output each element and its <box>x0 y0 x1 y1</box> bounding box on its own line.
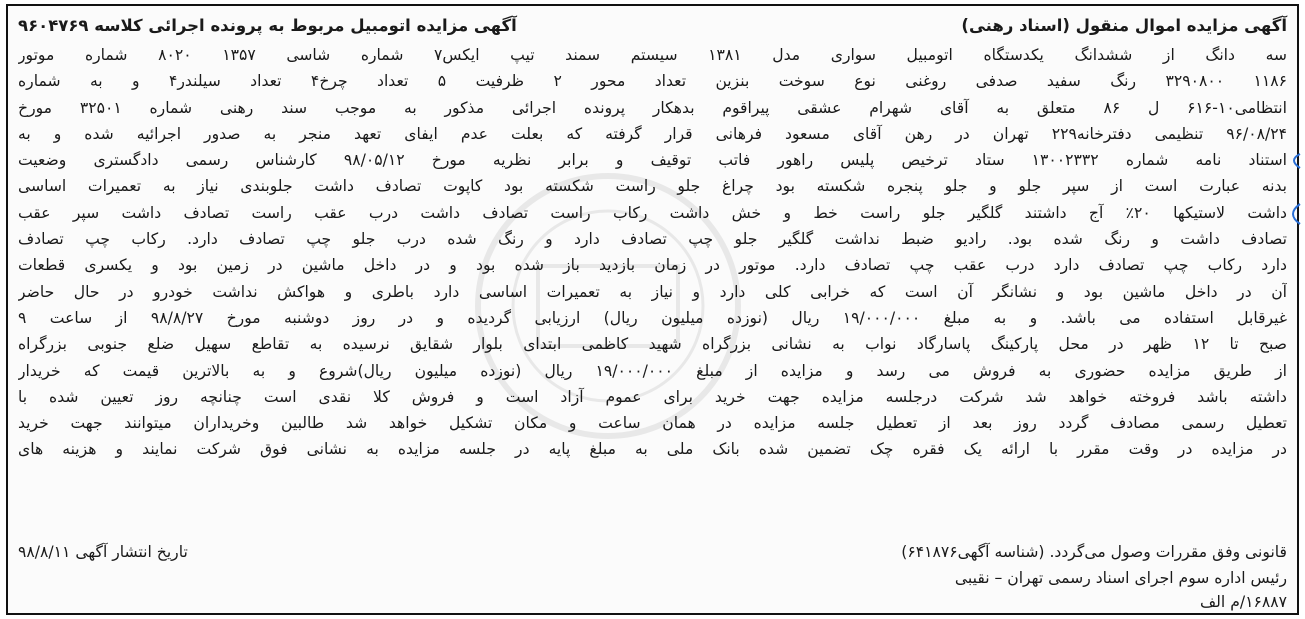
body-line: تصادف داشت و رنگ شده بود. رادیو ضبط نداشت گلگیر جلو چپ تصادف دارد و رنگ شده درب جلو چپ تصادف دارد. رکاب چپ تصادف <box>18 230 1287 249</box>
footer-row-reference <box>18 593 1287 611</box>
body-line: در مزایده در وقت مقرر با ارائه یک فقره چک تضمین شده بانک ملی به مبلغ پایه در جلسه مزایده به نشانی فوق شرکت نمایند و هزینه های <box>18 440 1287 459</box>
auction-notice <box>6 4 1299 615</box>
notice-body <box>18 42 1287 463</box>
notice-header <box>18 12 1287 38</box>
reference-number: ۱۶۸۸۷/م الف <box>1200 593 1287 611</box>
body-line: آن در داخل ماشین بود و نشانگر آن است که خرابی کلی دارد و نیاز به تعمیرات اساسی دارد باطری و هواکش نداشت خودرو در حال حاضر <box>18 282 1287 301</box>
body-line: ۱۱۸۶ ۳۲۹۰۸۰۰ رنگ سفید صدفی روغنی نوع سوخت بنزین تعداد محور ۲ ظرفیت ۵ تعداد چرخ۴ تعداد سیلندر۴ و به شماره <box>18 72 1287 91</box>
footer-row-closing <box>18 543 1287 561</box>
signature: رئیس اداره سوم اجرای اسناد رسمی تهران – نقیبی <box>954 569 1287 587</box>
body-line: تعطیل رسمی مصادف گردد روز بعد از تعطیل جلسه مزایده در همان ساعت و مکان تشکیل خواهد شد طالبین وخریداران میتوانند جهت خرید <box>18 414 1287 433</box>
footer-row-signature <box>18 569 1287 587</box>
binder-clip-icon <box>1284 146 1302 246</box>
body-line: داشت لاستیکها ۲۰٪ آج داشتند گلگیر جلو راست خط و خش داشت رکاب راست تصادف داشت درب عقب راست تصادف داشت سپر عقب <box>18 203 1287 222</box>
body-line: سه دانگ از ششدانگ یکدستگاه اتومبیل سواری مدل ۱۳۸۱ سیستم سمند تیپ ایکس۷ شماره شاسی ۱۳۵۷ ۸۰۲۰ شماره موتور <box>18 46 1287 64</box>
body-line: داشته باشد فروخته خواهد شد شرکت درجلسه مزایده جهت خرید برای عموم آزاد است و فروش کلا نقدی است چنانچه روز تعیین شده با <box>18 387 1287 406</box>
body-line: استناد نامه شماره ۱۳۰۰۲۳۳۲ ستاد ترخیص پلیس راهور فاتب توقیف و برابر نظریه مورخ ۹۸/۰۵/۱۲ کارشناس رسمی دادگستری وضعیت <box>18 151 1287 170</box>
body-line: انتظامی۱۰-۶۱۶ ل ۸۶ متعلق به آقای شهرام عشقی پیراقوم بدهکار پرونده اجرائی مذکور به موجب سند رهنی شماره ۳۲۵۰۱ مورخ <box>18 98 1287 117</box>
body-line: از طریق مزایده حضوری به فروش می رسد و مزایده از مبلغ ۱۹/۰۰۰/۰۰۰ ریال (نوزده میلیون ریال)شروع و به بالاترین قیمت که خریدار <box>18 361 1287 380</box>
body-line: بدنه عبارت است از سپر جلو و جلو پنجره شکسته بود چراغ جلو راست شکسته بود کاپوت تصادف داشت جلوبندی نیاز به تعمیرات اساسی <box>18 177 1287 196</box>
publish-date: تاریخ انتشار آگهی ۹۸/۸/۱۱ <box>18 543 188 561</box>
notice-title: آگهی مزایده اموال منقول (اسناد رهنی) <box>961 15 1287 35</box>
body-line: صبح تا ۱۲ ظهر در محل پارکینگ پاسارگاد نواب به نشانی بزرگراه شهید کاظمی ابتدای بلوار شقایق نرسیده به تقاطع سهیل ضلع جنوبی بزرگراه <box>18 335 1287 354</box>
body-line: ۹۶/۰۸/۲۴ تنظیمی دفترخانه۲۲۹ تهران در رهن آقای مسعود فرهانی قرار گرفته که بعلت عدم ایفای تعهد منجر به صدور اجرائیه شده و به <box>18 124 1287 143</box>
body-line: غیرقابل استفاده می باشد. و به مبلغ ۱۹/۰۰۰/۰۰۰ ریال (نوزده میلیون ریال) ارزیابی گردیده و در روز دوشنبه مورخ ۹۸/۸/۲۷ از ساعت ۹ <box>18 308 1287 327</box>
closing-line: قانونی وفق مقررات وصول می‌گردد. (شناسه آگهی۶۴۱۸۷۶) <box>901 543 1287 561</box>
body-line: دارد رکاب چپ تصادف دارد درب عقب چپ تصادف دارد. موتور در زمان بازدید باز شده بود و در داخل ماشین در زمین بود و یکسری قطعات <box>18 256 1287 275</box>
case-title: آگهی مزایده اتومبیل مربوط به پرونده اجرائی کلاسه ۹۶۰۴۷۶۹ <box>18 15 517 35</box>
